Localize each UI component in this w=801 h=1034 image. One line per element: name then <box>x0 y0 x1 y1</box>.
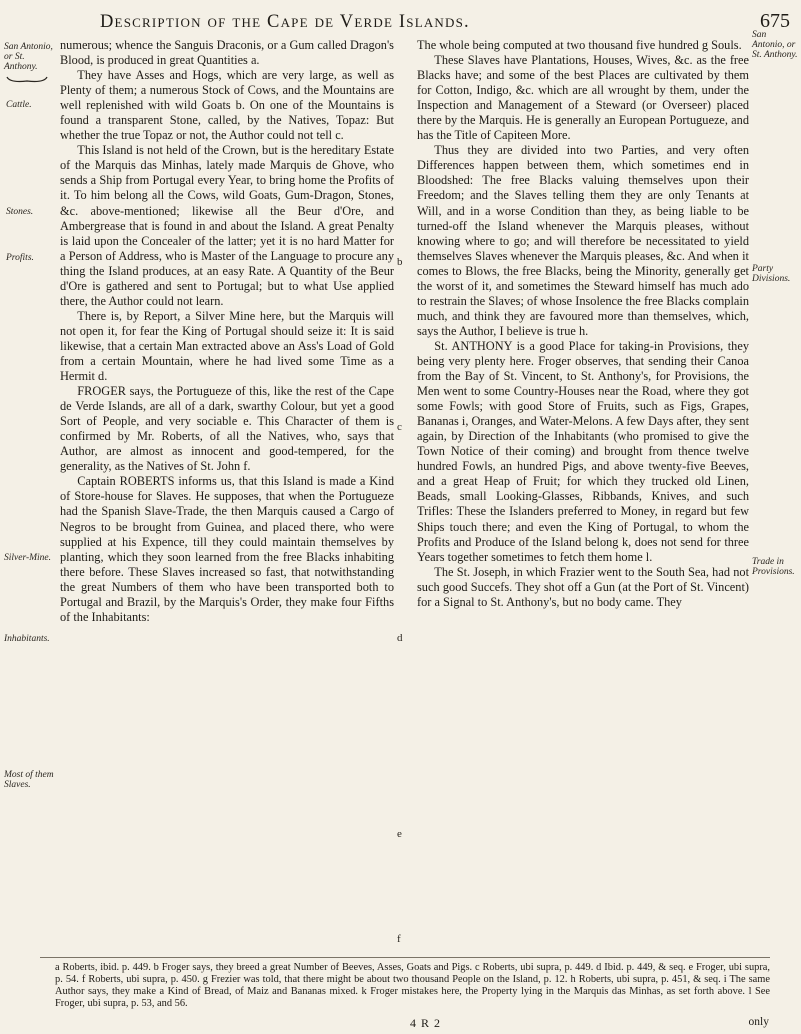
right-paragraph-1: The whole being computed at two thousand five hundred g Souls. <box>417 38 742 52</box>
margin-note-san-antonio-right: San Antonio, or St. Anthony. <box>752 30 798 60</box>
left-paragraph-2: They have Asses and Hogs, which are very large, as well as Plenty of them; a numerous Stock of Cows, and the Mountains are well replenished with wild Goats b. On one of the Mountains is found a transparent Stone, called, by the Natives, Topaz: But whether the true Topaz or not, the Author could not tell c. <box>60 68 394 143</box>
margin-note-party-divisions: Party Divisions. <box>752 264 791 284</box>
left-paragraph-3: This Island is not held of the Crown, but is the hereditary Estate of the Marquis das Minhas, lately made Marquis de Ghove, who sends a Ship from Portugal every Year, to bring home the Profits of it. To him belong all the Cows, wild Goats, Gum-Dragon, Stones, &c. above-mentioned; likewise all the Beur d'Ore, and Ambergrease that is found in and about the Island. A great Penalty is laid upon the Concealer of the latter; yet it is no hard Matter for a Person of Address, who is Master of the Language to procure any thing the Island produces, at an easy Rate. A Quantity of the Beur d'Ore is gathered and sent to Portugal; but to what Use applied there, the Author could not learn. <box>60 143 394 308</box>
page-header <box>40 6 790 36</box>
right-paragraph-5: The St. Joseph, in which Frazier went to the South Sea, had not such good Succefs. They shot off a Gun (at the Port of St. Vincent) for a Signal to St. Anthony's, but no body came. They <box>417 564 749 609</box>
margin-note-most-slaves: Most of them Slaves. <box>4 770 54 790</box>
brace-icon <box>6 76 48 84</box>
left-paragraph-6: Captain ROBERTS informs us, that this Island is made a Kind of Store-house for Slaves. He supposes, that when the Portugueze had the Spanish Slave-Trade, the then Marquis caused a Cargo of Negros to be brought from Guinea, and placed there, who were supplied at his Expence, till they could maintain themselves by planting, which they soon learned from the free Blacks inhabiting there before. These Slaves increased so fast, that notwithstanding the great Numbers of them who have been transported both to Portugal and Brazil, by the Marquis's Order, they make four Fifths of the Inhabitants: <box>60 474 394 624</box>
left-paragraph-4: There is, by Report, a Silver Mine here, but the Marquis will not open it, for fear the King of Portugal should seize it: It is said likewise, that a certain Man extracted above an Ass's Load of Gold from a certain Mountain, where he had lived some Time as a Hermit d. <box>60 308 394 384</box>
margin-note-profits: Profits. <box>6 253 34 263</box>
catchword: only <box>748 1016 769 1028</box>
right-paragraph-4: St. ANTHONY is a good Place for taking-in Provisions, they being very plenty here. Froger observes, that sending their Canoa from the Bay of St. Vincent, to St. Anthony's, for Provisions, the Men went to some Country-Houses near the Road, where they got some Fowls; with good Store of Fruits, such as Figs, Grapes, Bananas i, Oranges, and Water-Melons. A few Days after, they sent again, by Direction of the Inhabitants (who promised to give the Town Notice of their coming) and brought from thence twelve hundred Fowls, an hundred Pigs, and above twenty-five Beeves, and a great Heap of Fruit; for which they trucked old Linen, Beads, small Looking-Glasses, Ribbands, Knives, and such Trifles: These the Islanders preferred to Money, in regard but few Ships touch there; and even the King of Portugal, to whom the Profits and Produce of the Island belong k, does not send for three Years together sometimes to fetch them home l. <box>417 338 749 564</box>
running-title: Description of the Cape de Verde Islands. <box>100 12 470 32</box>
page-number: 675 <box>760 10 790 32</box>
footnote-rule <box>40 957 770 958</box>
right-column <box>417 38 749 610</box>
margin-note-san-antonio: San Antonio, or St. Anthony. <box>4 42 53 72</box>
right-paragraph-3: Thus they are divided into two Parties, and very often Differences happen between them, which sometimes end in Bloodshed: The free Blacks valuing themselves upon their Freedom; and the Slaves telling them they are only Tenants at Will, and in a worse Condition than they, as being liable to be turned-off the Island whenever the Marquis pleases, without knowing where to go; and will therefore be necessitated to yield themselves Slaves whenever the Marquis pleases, &c. And when it comes to Blows, the free Blacks, being the Minority, generally get the worst of it, and sometimes the Steward himself has much ado to restrain the Slaves; of whose Insolence the free Blacks complain much, and think they are favoured more than themselves, which, says the Author, I believe is true h. <box>417 143 749 338</box>
gutter-letter-c: c <box>397 421 402 433</box>
gutter-letter-d: d <box>397 632 403 644</box>
footnotes <box>55 962 770 1010</box>
gutter-letter-f: f <box>397 933 401 945</box>
footnote-text: a Roberts, ibid. p. 449. b Froger says, they breed a great Number of Beeves, Asses, Goats and Pigs. c Roberts, ubi supra, p. 449. d Ibid. p. 449, & seq. e Froger, ubi supra, p. 54. f Roberts, ubi supra, p. 450. g Frezier was told, that there might be about two thousand People on the Island, p. 12. h Roberts, ubi supra, p. 451, & seq. i The same Author says, they make a Kind of Bread, of Maiz and Bananas mixed. k Froger mistakes here, the Property lying in the Marquis das Minhas, as set forth above. l See Froger, ubi supra, p. 53, and 56. <box>55 962 770 1009</box>
margin-note-trade-provisions: Trade in Provisions. <box>752 557 795 577</box>
left-column <box>60 38 394 625</box>
signature-mark: 4 R 2 <box>410 1016 442 1030</box>
margin-note-stones: Stones. <box>6 207 34 217</box>
margin-note-cattle: Cattle. <box>6 100 32 110</box>
right-paragraph-2: These Slaves have Plantations, Houses, Wives, &c. as the free Blacks have; and some of the best Places are cultivated by them for Cotton, Indigo, &c. which are all wrought by them, under the Inspection and Management of a Steward (or Overseer) placed there by the Marquis. He is generally an European Portugueze, and has the Title of Capiteen More. <box>417 53 749 143</box>
gutter-letter-e: e <box>397 828 402 840</box>
margin-note-silver-mine: Silver-Mine. <box>4 553 52 563</box>
left-paragraph-1: numerous; whence the Sanguis Draconis, or a Gum called Dragon's Blood, is produced in great Quantities a. <box>60 38 394 68</box>
margin-note-inhabitants: Inhabitants. <box>4 634 50 644</box>
gutter-letter-b: b <box>397 256 403 268</box>
left-paragraph-5: FROGER says, the Portugueze of this, like the rest of the Cape de Verde Islands, are all of a dark, swarthy Colour, but yet a good Sort of People, and very sociable e. This Character of them is confirmed by Mr. Roberts, of all the Natives, who, says that Author, are almost as innocent and good-tempered, for the generality, as the Natives of St. John f. <box>60 384 394 474</box>
